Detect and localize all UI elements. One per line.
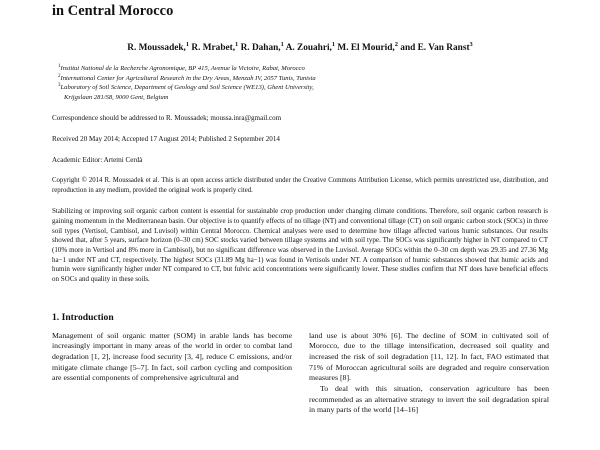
author-affiliation-marker: 1	[280, 40, 284, 48]
section-heading-introduction: 1. Introduction	[52, 311, 114, 323]
copyright-notice: Copyright © 2014 R. Moussadek et al. This is an open access article distributed under the Creative Commons Attribution License, which permits unrestricted use, distribution, and reproduction in any medium, provided the original work is properly cited.	[52, 177, 548, 194]
publication-dates: Received 20 May 2014; Accepted 17 August 2014; Published 2 September 2014	[52, 135, 280, 144]
author-affiliation-marker: 3	[469, 40, 473, 48]
author-name: M. El Mourid,	[337, 43, 395, 53]
affiliation-item	[58, 83, 548, 93]
affiliation-item	[58, 64, 548, 74]
paragraph: land use is about 30% [6]. The decline of SOM in cultivated soil of Morocco, due to the tillage intensification, decreased soil quality and increased the risk of soil degradation [11, 12]. In fact, FAO estimated that 71% of Moroccan agricultural soils are degraded and require conservation measures [8].	[309, 330, 549, 383]
author-name: and E. Van Ranst	[400, 43, 470, 53]
author-name: R. Moussadek,	[127, 43, 186, 53]
page-title	[52, 0, 548, 20]
academic-editor: Academic Editor: Artemi Cerdà	[52, 156, 143, 165]
body-column-right	[309, 312, 549, 416]
author-list	[52, 42, 548, 54]
author-affiliation-marker: 1	[331, 40, 336, 48]
author-affiliation-marker: 2	[394, 40, 398, 48]
author-name: A. Zouahri,	[285, 43, 332, 53]
paragraph: To deal with this situation, conservation agriculture has been recommended as an alternative strategy to invert the soil degradation spiral in many parts of the world [14–16]	[309, 384, 549, 415]
correspondence-note: Correspondence should be addressed to R. Moussadek; moussa.inra@gmail.com	[52, 114, 282, 123]
column-top-spacer	[309, 312, 549, 331]
title-line-2: in Central Morocco	[52, 2, 174, 19]
author-name: R. Mrabet,	[191, 43, 236, 53]
affiliation-marker: 2	[58, 73, 61, 79]
affiliation-item-continued: Krijgslaan 281/S8, 9000 Gent, Belgium	[64, 93, 169, 101]
affiliation-list	[52, 64, 548, 102]
body-columns	[52, 312, 548, 416]
affiliation-text: Institut National de la Recherche Agronomique, BP 415, Avenue la Victoire, Rabat, Morocco	[60, 65, 305, 72]
author-affiliation-marker: 1	[235, 40, 239, 48]
body-column-left	[52, 312, 292, 416]
affiliation-item	[58, 74, 548, 84]
abstract-text: Stabilizing or improving soil organic carbon content is essential for sustainable crop production under changing climate conditions. Therefore, soil organic carbon research is gaining momentum in the Mediterranean basin. Our objective is to quantify effects of no tillage (NT) and conventional tillage (CT) on soil organic carbon stock (SOCs) in three soil types (Vertisol, Cambisol, and Luvisol) within Central Morocco. Chemical analyses were used to determine how tillage affected various humic substances. Our results showed that, after 5 years, surface horizon (0–30 cm) SOC stocks varied between tillage systems and with soil type. The SOCs was significantly higher in NT compared to CT (10% more in Vertisol and 8% more in Cambisol), but no significant difference was observed in the Luvisol. Average SOCs within the 0–30 cm depth was 29.35 and 27.36 Mg ha−1 under NT and CT, respectively. The highest SOCs (31.89 Mg ha−1) was found in Vertisols under NT. A comparison of humic substances showed that humic acids and humin were significantly higher under NT compared to CT, but fulvic acid concentrations were significantly lower. These studies confirm that NT does have beneficial effects on SOCs and quality in these soils.	[52, 207, 548, 284]
author-name: R. Dahan,	[240, 43, 281, 53]
paragraph: Management of soil organic matter (SOM) in arable lands has become increasingly important in many areas of the world in order to combat land degradation [1, 2], increase food security [3, 4], reduce C emissions, and/or mitigate climate change [5–7]. In fact, soil carbon cycling and composition are essential components of comprehensive agricultural and	[52, 330, 292, 383]
affiliation-marker: 3	[58, 83, 61, 88]
author-affiliation-marker: 1	[185, 40, 190, 48]
affiliation-marker: 1	[58, 63, 61, 69]
affiliation-text: Laboratory of Soil Science, Department of Geology and Soil Science (WE13), Ghent University,	[60, 84, 314, 92]
affiliation-text: International Center for Agricultural Research in the Dry Areas, Menzah IV, 2057 Tunis, Tunisia	[60, 74, 316, 82]
